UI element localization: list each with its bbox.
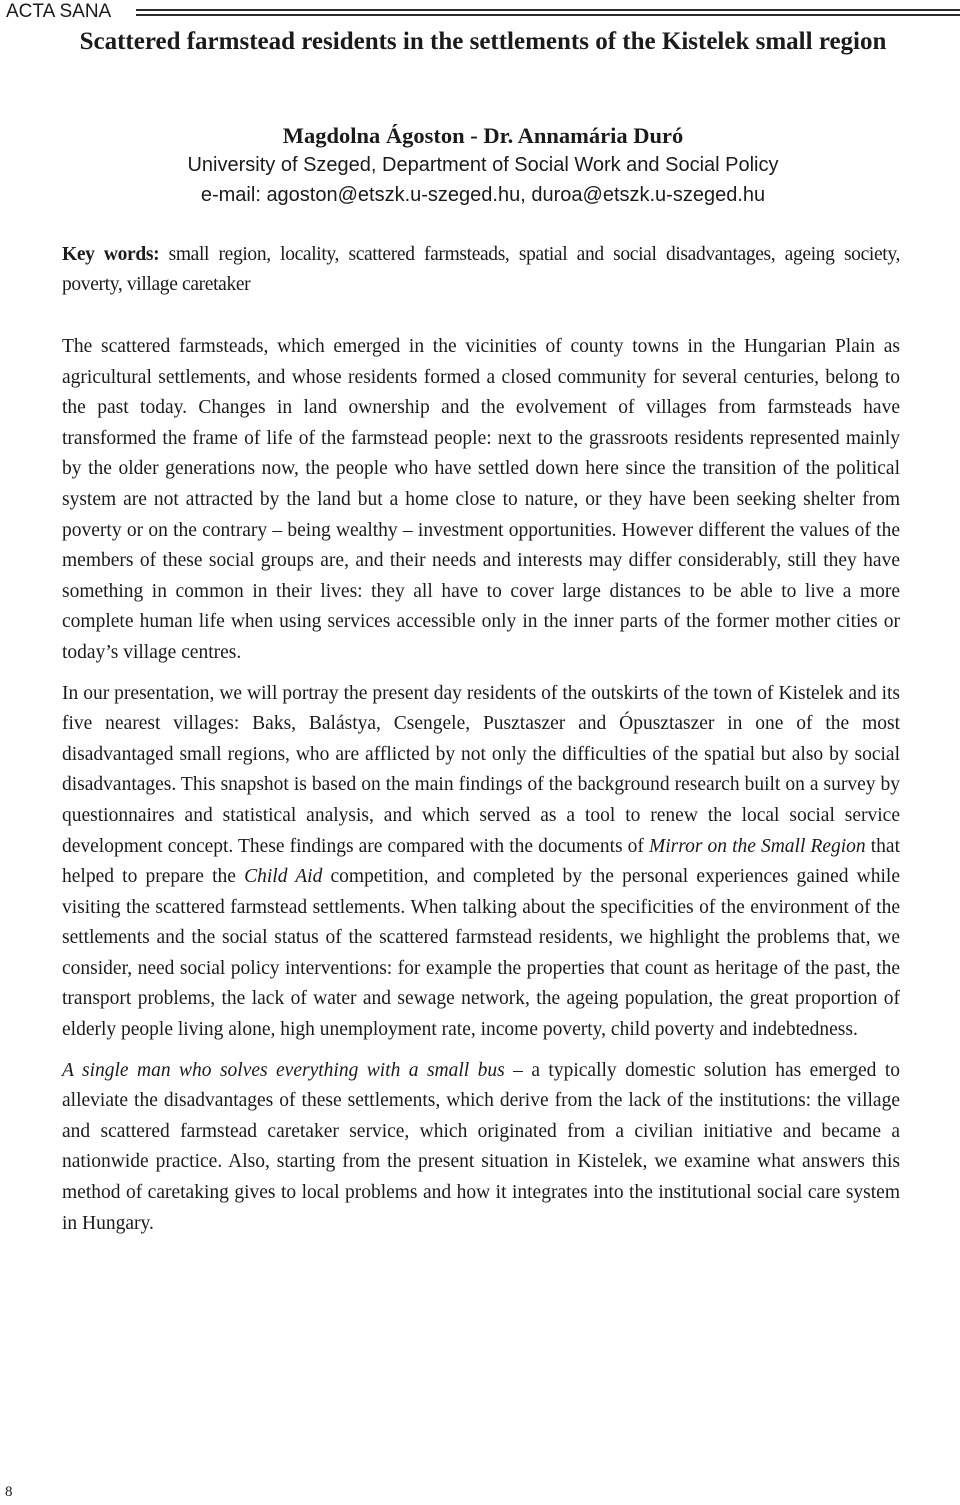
italic-single-man-quote: A single man who solves everything with a small bus <box>62 1059 505 1081</box>
email-label: e-mail: <box>200 184 267 206</box>
paragraph-1: The scattered farmsteads, which emerged in the vicinities of county towns in the Hungarian Plain as agricultural settlements, and whose residents formed a closed community for several centuries, belong to the past today. Changes in land ownership and the evolvement of villages from farmsteads have transformed the frame of life of the farmstead people: next to the grassroots residents represented mainly by the older generations now, the people who have settled down here since the transition of the political system are not attracted by the land but a home close to nature, or they have been seeking shelter from poverty or on the contrary – being wealthy – investment opportunities. However different the values of the members of these social groups are, and their needs and interests may differ considerably, still they have something in common in their lives: they all have to cover large distances to be able to live a more complete human life when using services accessible only in the inner parts of the former mother cities or today’s village centres. <box>62 336 900 663</box>
abstract-body <box>62 332 900 1249</box>
email-link-2[interactable]: duroa@etszk.u-szeged.hu <box>531 184 766 206</box>
paragraph-2-part-a: In our presentation, we will portray the present day residents of the outskirts of the town of Kistelek and its five nearest villages: Baks, Balástya, Csengele, Pusztaszer and Ópusztaszer in one of the most disadvantaged small regions, who are afflicted by not only the difficulties of the spatial but also by social disadvantages. This snapshot is based on the main findings of the background research built on a survey by questionnaires and statistical analysis, and which served as a tool to renew the local social service development concept. These findings are compared with the documents of <box>62 682 900 857</box>
keywords <box>62 240 900 300</box>
article-affiliation: University of Szeged, Department of Social Work and Social Policy <box>187 154 779 176</box>
header-rule-bottom <box>136 14 960 16</box>
paragraph-3 <box>62 1056 900 1240</box>
page-number: 8 <box>5 1484 13 1500</box>
journal-name: ACTA SANA <box>6 1 117 23</box>
keywords-text: small region, locality, scattered farmsteads, spatial and social disadvantages, ageing society, poverty, village caretaker <box>62 244 900 295</box>
email-link-1[interactable]: agoston@etszk.u-szeged.hu <box>266 184 521 206</box>
keywords-label: Key words: <box>62 244 160 265</box>
article-title: Scattered farmstead residents in the settlements of the Kistelek small region <box>79 28 887 55</box>
paragraph-2-part-b: that helped to prepare the <box>62 835 900 888</box>
paragraph-2 <box>62 679 900 1046</box>
email-separator: , <box>520 184 532 206</box>
italic-child-aid: Child Aid <box>244 866 323 888</box>
header-rule-top <box>136 9 960 11</box>
journal-header <box>6 1 960 23</box>
email-line <box>62 180 904 210</box>
article-authors: Magdolna Ágoston - Dr. Annamária Duró <box>282 123 684 148</box>
paragraph-3-rest: – a typically domestic solution has emerged to alleviate the disadvantages of these settlements, which derive from the lack of the institutions: the village and scattered farmstead caretaker service, which originated from a civilian initiative and became a nationwide practice. Also, starting from the present situation in Kistelek, we examine what answers this method of caretaking gives to local problems and how it integrates into the institutional social care system in Hungary. <box>62 1059 900 1234</box>
italic-mirror-on-small-region: Mirror on the Small Region <box>648 835 866 857</box>
paragraph-2-part-c: competition, and completed by the personal experiences gained while visiting the scattered farmstead settlements. When talking about the specificities of the environment of the settlements and the social status of the scattered farmstead residents, we highlight the problems that, we consider, need social policy interventions: for example the properties that count as heritage of the past, the transport problems, the lack of water and sewage network, the ageing population, the great proportion of elderly people living alone, high unemployment rate, income poverty, child poverty and indebtedness. <box>62 866 901 1041</box>
